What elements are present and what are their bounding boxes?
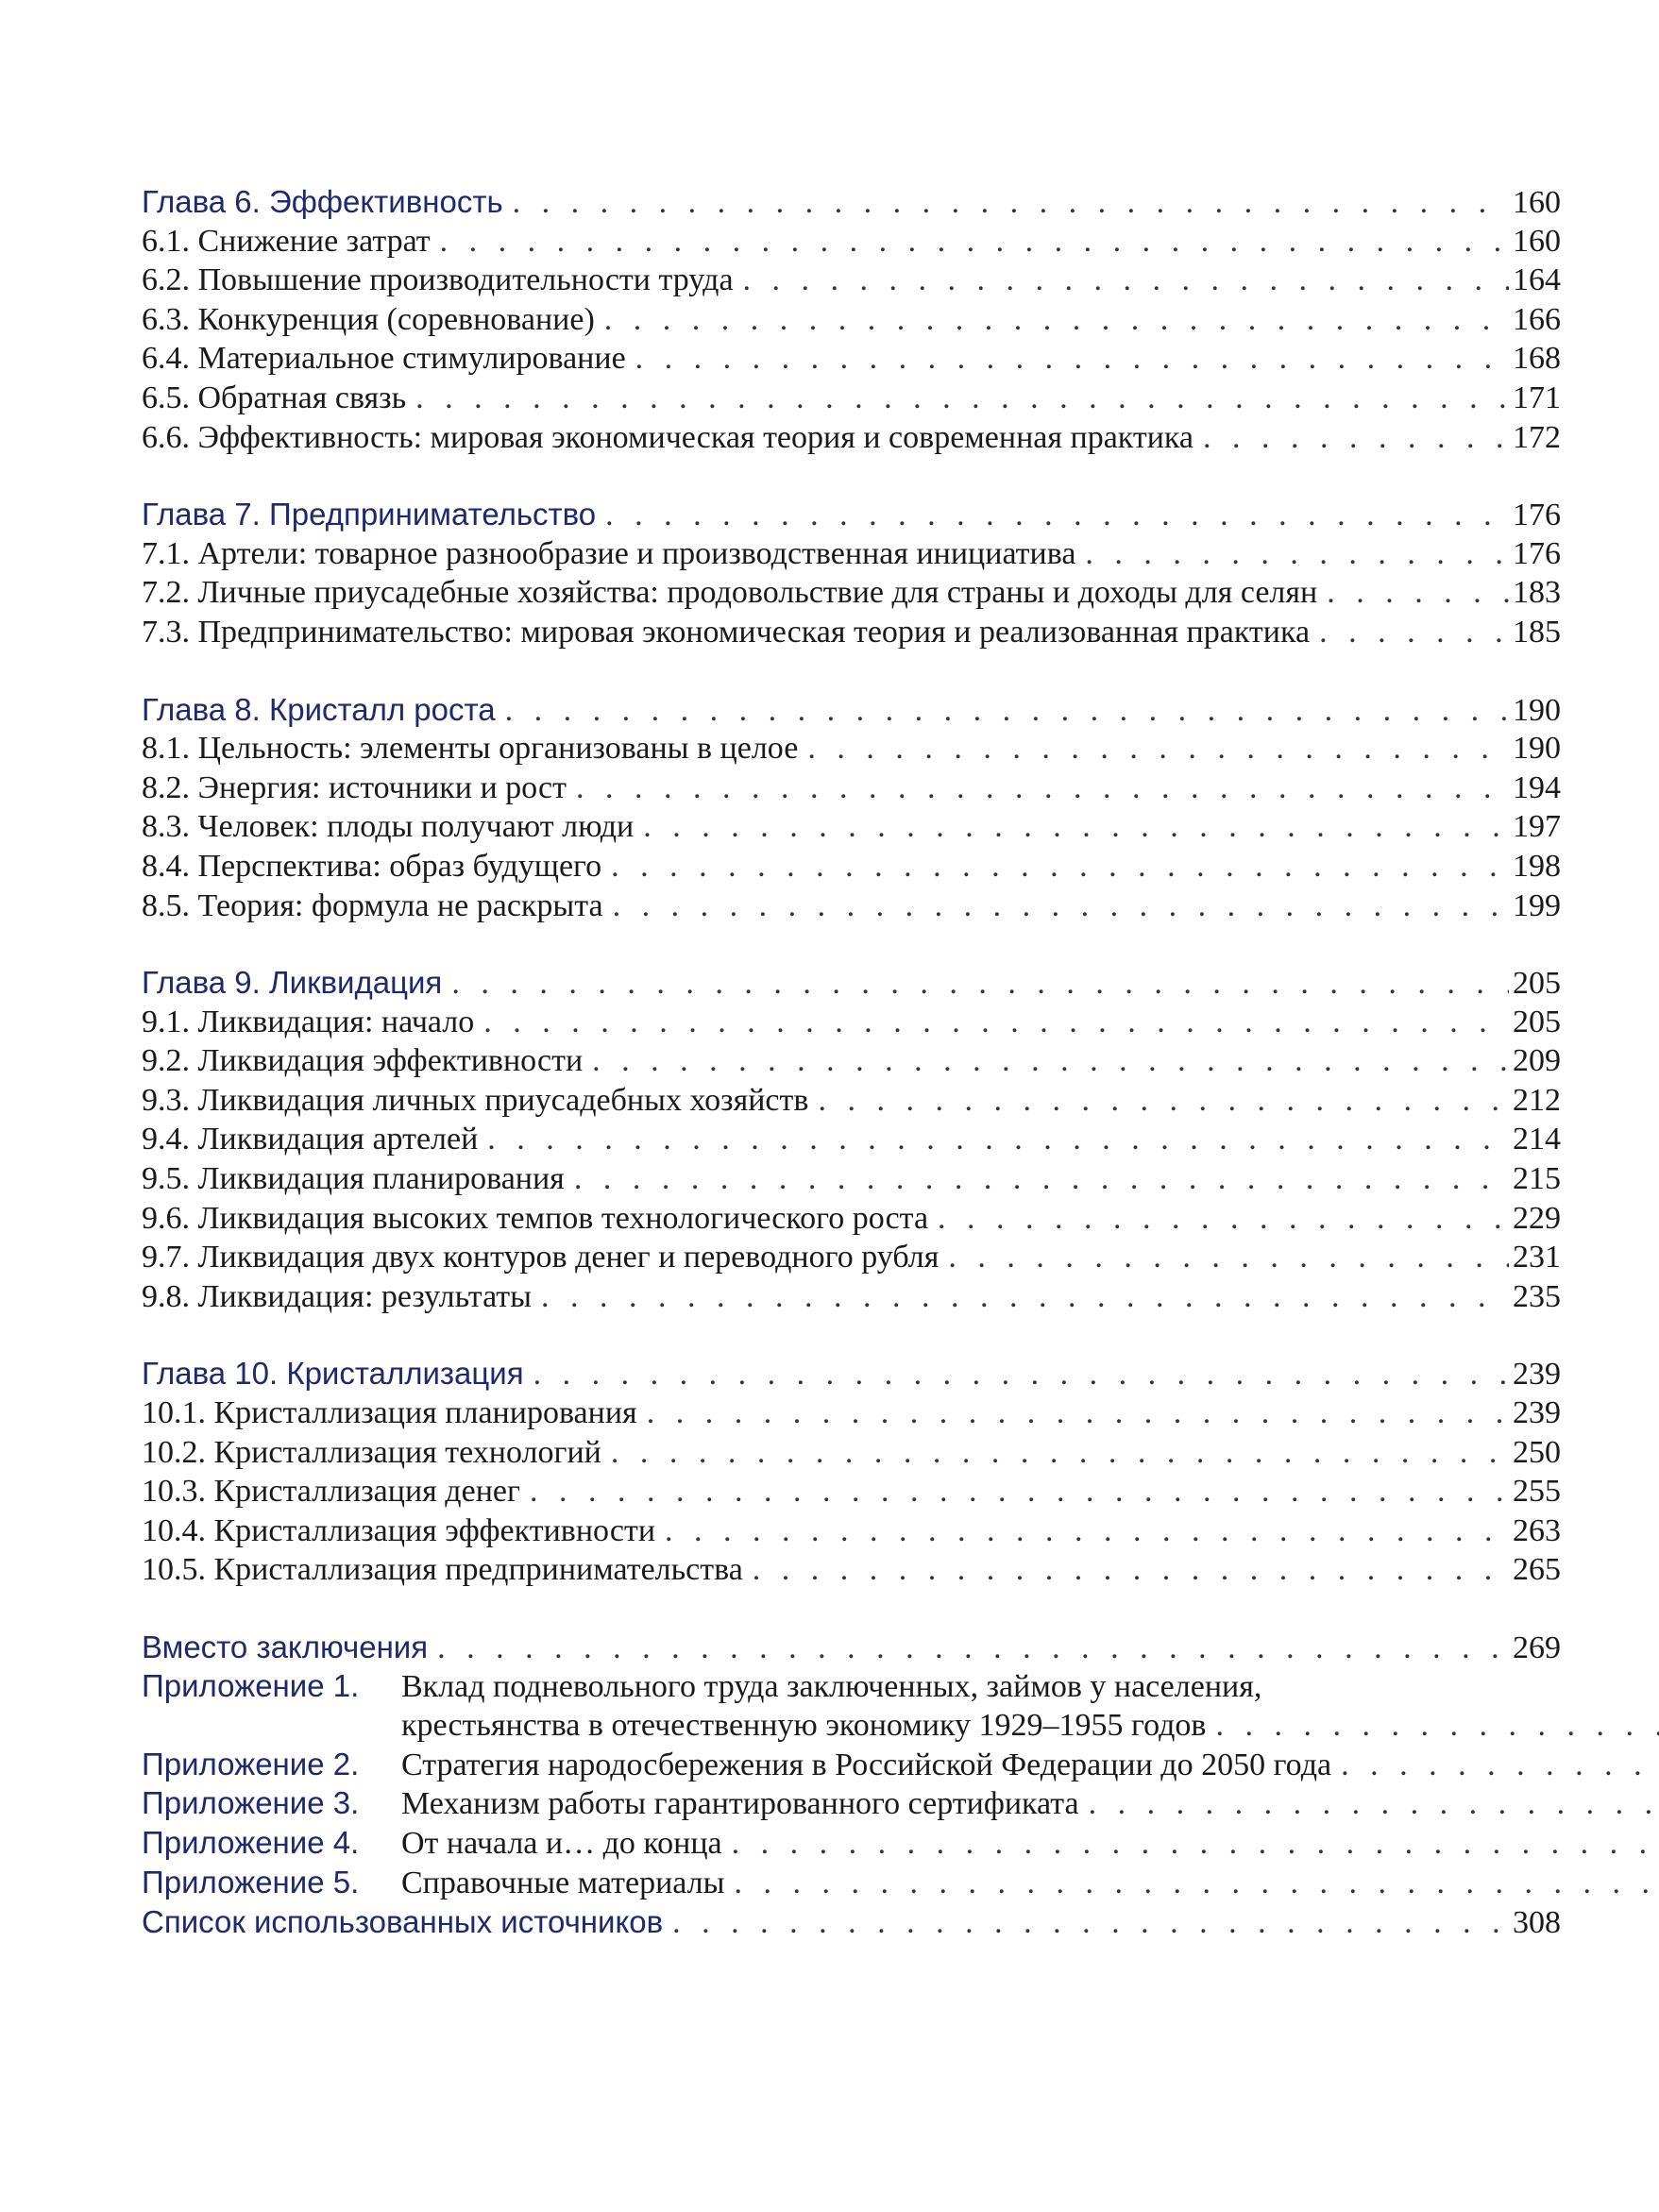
toc-chapter-9[interactable]	[142, 963, 1561, 1003]
toc-item[interactable]	[142, 1041, 1561, 1081]
chapter-title: Глава 8. Кристалл роста	[142, 691, 496, 727]
chapter-title: Глава 10. Кристаллизация	[142, 1356, 524, 1392]
section-gap	[142, 1590, 1561, 1628]
item-title: 8.5. Теория: формула не раскрыта	[142, 887, 603, 923]
item-title: 9.3. Ликвидация личных приусадебных хозяйств	[142, 1082, 809, 1118]
page-number: 183	[1513, 575, 1561, 611]
page-number: 160	[1513, 223, 1561, 259]
dot-leader	[734, 1864, 1659, 1903]
dot-leader	[437, 1629, 1509, 1668]
appendix-row	[401, 1864, 1659, 1903]
appendix-body	[401, 1746, 1659, 1785]
page-number: 197	[1513, 809, 1561, 845]
chapter-title: Глава 7. Предпринимательство	[142, 497, 597, 532]
page-number: 308	[1513, 1905, 1561, 1941]
dot-leader	[672, 1903, 1509, 1943]
item-title: 10.4. Кристаллизация эффективности	[142, 1512, 656, 1548]
page-number: 231	[1513, 1240, 1561, 1275]
toc-item[interactable]	[142, 222, 1561, 262]
item-title: 9.5. Ликвидация планирования	[142, 1161, 565, 1197]
dot-leader	[807, 729, 1509, 768]
dot-leader	[1319, 613, 1509, 652]
page-number: 255	[1513, 1474, 1561, 1510]
appendix-title: Механизм работы гарантированного сертификата	[401, 1786, 1079, 1822]
toc-item[interactable]	[142, 886, 1561, 926]
page-number: 205	[1513, 1004, 1561, 1039]
appendix-body	[401, 1784, 1659, 1824]
appendix-row	[401, 1824, 1659, 1864]
appendix-row	[401, 1784, 1659, 1824]
dot-leader	[604, 300, 1509, 340]
conclusion-title: Вместо заключения	[142, 1629, 429, 1664]
toc-chapter-10[interactable]	[142, 1354, 1561, 1393]
page-number: 172	[1513, 419, 1561, 455]
toc-item[interactable]	[142, 379, 1561, 418]
chapter-title: Глава 6. Эффективность	[142, 184, 503, 219]
toc-item[interactable]	[142, 1003, 1561, 1042]
dot-leader	[613, 886, 1509, 926]
page-number: 239	[1513, 1357, 1561, 1393]
dot-leader	[605, 496, 1509, 535]
item-title: 6.6. Эффективность: мировая экономическая теория и современная практика	[142, 419, 1194, 455]
item-title: 9.8. Ликвидация: результаты	[142, 1278, 532, 1314]
appendix-title-line2	[401, 1706, 1659, 1746]
dot-leader	[818, 1081, 1509, 1121]
item-title: 6.3. Конкуренция (соревнование)	[142, 301, 595, 337]
dot-leader	[592, 1041, 1509, 1081]
dot-leader	[1341, 1746, 1659, 1785]
toc-item[interactable]	[142, 613, 1561, 652]
dot-leader	[415, 379, 1509, 418]
toc-appendix-4[interactable]	[142, 1824, 1561, 1864]
page-number: 185	[1513, 614, 1561, 650]
dot-leader	[643, 807, 1509, 847]
toc-item[interactable]	[142, 418, 1561, 458]
item-title: 9.2. Ликвидация эффективности	[142, 1043, 584, 1079]
dot-leader	[611, 847, 1509, 886]
dot-leader	[1085, 534, 1509, 574]
page-number: 176	[1513, 535, 1561, 571]
toc-item[interactable]	[142, 1433, 1561, 1473]
toc-appendix-2[interactable]	[142, 1746, 1561, 1785]
page-number: 176	[1513, 498, 1561, 533]
dot-leader	[451, 964, 1509, 1004]
dot-leader	[635, 339, 1509, 379]
page-number: 199	[1513, 887, 1561, 923]
appendix-title-line1: Вклад подневольного труда заключенных, займов у населения,	[401, 1668, 1262, 1704]
toc-item[interactable]	[142, 339, 1561, 379]
dot-leader	[533, 1355, 1509, 1394]
toc-appendix-1[interactable]	[142, 1667, 1561, 1746]
page-number: 198	[1513, 848, 1561, 884]
dot-leader	[753, 1550, 1509, 1590]
page-number: 239	[1513, 1395, 1561, 1431]
dot-leader	[1215, 1706, 1659, 1746]
dot-leader	[938, 1199, 1509, 1239]
toc-item[interactable]	[142, 300, 1561, 340]
page-number: 164	[1513, 262, 1561, 298]
page-number: 171	[1513, 380, 1561, 415]
toc-item[interactable]	[142, 573, 1561, 613]
dot-leader	[611, 1433, 1509, 1473]
item-title: 8.4. Перспектива: образ будущего	[142, 848, 602, 884]
page-number: 160	[1513, 185, 1561, 220]
item-title: 10.3. Кристаллизация денег	[142, 1474, 520, 1510]
chapter-title: Глава 9. Ликвидация	[142, 965, 443, 1001]
appendix-label: Приложение 2.	[142, 1746, 360, 1781]
dot-leader	[1089, 1784, 1659, 1824]
item-title: 8.2. Энергия: источники и рост	[142, 769, 567, 805]
dot-leader	[665, 1511, 1509, 1551]
dot-leader	[505, 691, 1509, 731]
dot-leader	[483, 1003, 1509, 1042]
dot-leader	[948, 1238, 1509, 1277]
page-number: 212	[1513, 1082, 1561, 1118]
section-gap	[142, 457, 1561, 495]
toc-item[interactable]	[142, 261, 1561, 300]
page-number: 190	[1513, 692, 1561, 728]
item-title: 6.5. Обратная связь	[142, 380, 407, 415]
toc-chapter-8[interactable]	[142, 690, 1561, 730]
item-title: 7.1. Артели: товарное разнообразие и производственная инициатива	[142, 535, 1076, 571]
section-gap	[142, 1316, 1561, 1354]
item-title: 10.5. Кристаллизация предпринимательства	[142, 1552, 743, 1588]
item-title: 8.1. Цельность: элементы организованы в целое	[142, 731, 799, 767]
dot-leader	[732, 1824, 1659, 1864]
item-title: 7.2. Личные приусадебные хозяйства: продовольствие для страны и доходы для селян	[142, 575, 1318, 611]
page-number: 235	[1513, 1278, 1561, 1314]
toc-item[interactable]	[142, 1472, 1561, 1511]
page-number: 269	[1513, 1630, 1561, 1665]
toc-item[interactable]	[142, 1081, 1561, 1121]
appendix-body	[401, 1864, 1659, 1903]
item-title: 7.3. Предпринимательство: мировая экономическая теория и реализованная практика	[142, 614, 1311, 650]
section-gap	[142, 925, 1561, 963]
page-number: 263	[1513, 1512, 1561, 1548]
dot-leader	[743, 261, 1509, 300]
dot-leader	[513, 183, 1509, 223]
dot-leader	[530, 1472, 1509, 1511]
appendix-body	[401, 1824, 1659, 1864]
page-number: 205	[1513, 966, 1561, 1002]
appendix-title: От начала и… до конца	[401, 1825, 722, 1861]
sources-title: Список использованных источников	[142, 1904, 664, 1940]
dot-leader	[1327, 573, 1509, 613]
item-title: 8.3. Человек: плоды получают люди	[142, 809, 635, 845]
toc-item[interactable]	[142, 1159, 1561, 1199]
toc-chapter-6[interactable]	[142, 182, 1561, 222]
page-number: 168	[1513, 341, 1561, 377]
toc-item[interactable]	[142, 534, 1561, 574]
toc-item[interactable]	[142, 1277, 1561, 1317]
dot-leader	[574, 1159, 1509, 1199]
toc-item[interactable]	[142, 807, 1561, 847]
toc-item[interactable]	[142, 847, 1561, 886]
toc-item[interactable]	[142, 1511, 1561, 1551]
dot-leader	[487, 1120, 1509, 1159]
item-title: 6.2. Повышение производительности труда	[142, 262, 734, 298]
toc-item[interactable]	[142, 1393, 1561, 1433]
toc-sources[interactable]	[142, 1902, 1561, 1942]
item-title: 10.1. Кристаллизация планирования	[142, 1395, 637, 1431]
toc-item[interactable]	[142, 729, 1561, 768]
page-number: 166	[1513, 301, 1561, 337]
dot-leader	[647, 1393, 1509, 1433]
toc-item[interactable]	[142, 1550, 1561, 1590]
toc-appendix-5[interactable]	[142, 1864, 1561, 1903]
appendix-label: Приложение 3.	[142, 1785, 360, 1821]
dot-leader	[541, 1277, 1509, 1317]
page-number: 214	[1513, 1122, 1561, 1157]
section-gap	[142, 652, 1561, 690]
item-title: 9.7. Ликвидация двух контуров денег и переводного рубля	[142, 1240, 940, 1275]
toc-appendix-3[interactable]	[142, 1784, 1561, 1824]
item-title: 6.4. Материальное стимулирование	[142, 341, 626, 377]
appendix-label: Приложение 5.	[142, 1864, 360, 1900]
dot-leader	[1203, 418, 1509, 458]
dot-leader	[440, 222, 1509, 262]
appendix-title: Справочные материалы	[401, 1865, 725, 1900]
appendix-row	[401, 1746, 1659, 1785]
page-number: 215	[1513, 1161, 1561, 1197]
dot-leader	[576, 768, 1509, 808]
toc-conclusion[interactable]	[142, 1628, 1561, 1667]
page-number: 265	[1513, 1552, 1561, 1588]
item-title: 6.1. Снижение затрат	[142, 223, 431, 259]
appendix-label: Приложение 4.	[142, 1824, 360, 1860]
toc-item[interactable]	[142, 1120, 1561, 1159]
item-title: 9.4. Ликвидация артелей	[142, 1122, 479, 1157]
table-of-contents	[142, 182, 1561, 1942]
appendix-body	[401, 1667, 1659, 1746]
appendix-label: Приложение 1.	[142, 1667, 360, 1703]
toc-item[interactable]	[142, 768, 1561, 808]
appendix-title: Стратегия народосбережения в Российской Федерации до 2050 года	[401, 1747, 1332, 1782]
page-number: 194	[1513, 769, 1561, 805]
item-title: 9.6. Ликвидация высоких темпов технологического роста	[142, 1200, 929, 1236]
appendix-title: крестьянства в отечественную экономику 1929–1955 годов	[401, 1708, 1207, 1744]
item-title: 10.2. Кристаллизация технологий	[142, 1434, 601, 1470]
page-number: 190	[1513, 731, 1561, 767]
item-title: 9.1. Ликвидация: начало	[142, 1004, 475, 1039]
page-number: 229	[1513, 1200, 1561, 1236]
toc-item[interactable]	[142, 1199, 1561, 1239]
toc-item[interactable]	[142, 1238, 1561, 1277]
page-number: 209	[1513, 1043, 1561, 1079]
page-number: 250	[1513, 1434, 1561, 1470]
toc-chapter-7[interactable]	[142, 495, 1561, 534]
